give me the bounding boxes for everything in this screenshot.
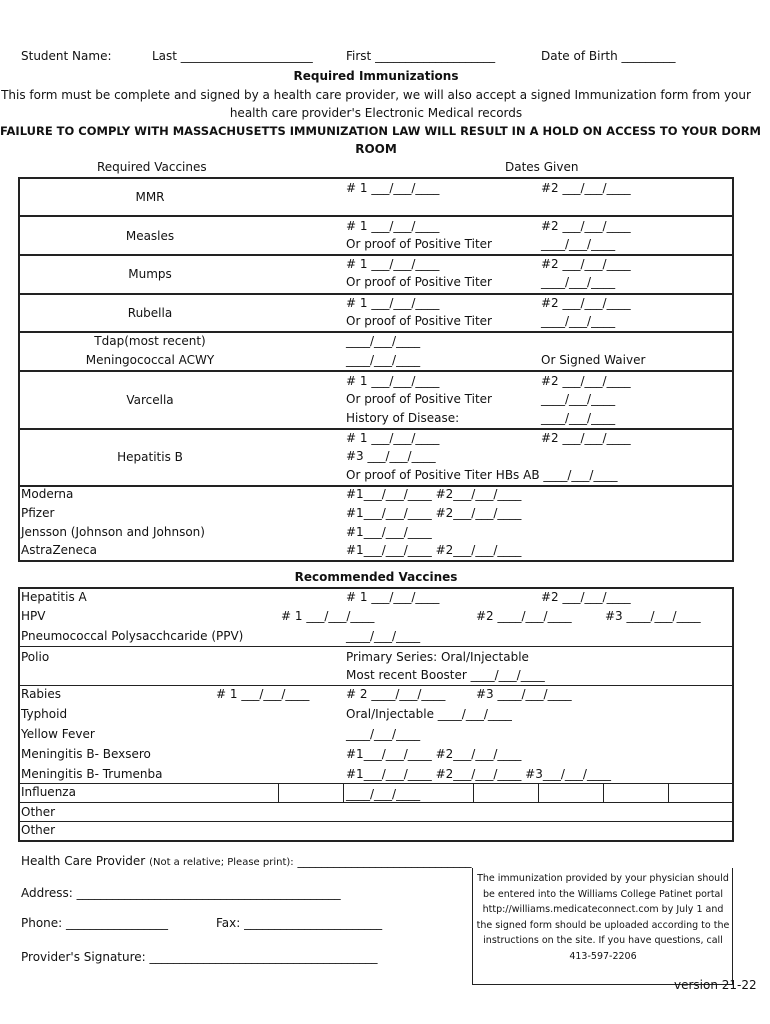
varicella-history-label: History of Disease: xyxy=(346,411,460,425)
portal-note: The immunization provided by your physician should be entered into the Williams College Patinet portal http://williams.medicateconnect.com by July 1 and the signed form should be uploaded according to the instructions on the site. If you have questions, call 413-597-2206 xyxy=(476,873,730,962)
vaccine-tdap: Tdap(most recent) xyxy=(94,334,206,348)
pfizer-dates[interactable]: #1___/___/____ #2___/___/____ xyxy=(346,506,522,520)
vaccine-other-2: Other xyxy=(21,823,56,837)
table-border-bottom xyxy=(18,560,734,562)
vaccine-bexsero: Meningitis B- Bexsero xyxy=(21,747,151,761)
mumps-titer-date[interactable]: ____/___/____ xyxy=(541,275,616,289)
row-divider xyxy=(18,215,734,217)
varicella-titer-label: Or proof of Positive Titer xyxy=(346,392,492,406)
meningococcal-waiver: Or Signed Waiver xyxy=(541,353,646,367)
row-divider xyxy=(18,254,734,256)
vaccine-trumenba: Meningitis B- Trumenba xyxy=(21,767,163,781)
varicella-dose-1[interactable]: # 1 ___/___/____ xyxy=(346,374,440,388)
first-name-field[interactable]: First ____________________ xyxy=(346,49,496,63)
vaccine-varicella: Varcella xyxy=(126,393,174,407)
phone-field[interactable]: Phone: _________________ xyxy=(21,916,169,930)
jensson-dates[interactable]: #1___/___/____ xyxy=(346,525,432,539)
rabies-dose-1[interactable]: # 1 ___/___/____ xyxy=(216,687,310,701)
vaccine-pfizer: Pfizer xyxy=(21,506,55,520)
provider-line[interactable]: _____________________________ xyxy=(297,854,472,868)
measles-titer-label: Or proof of Positive Titer xyxy=(346,237,492,251)
hepatitis-b-dose-3[interactable]: #3 ___/___/____ xyxy=(346,449,436,463)
date-of-birth-field[interactable]: Date of Birth _________ xyxy=(541,49,676,63)
astrazeneca-dates[interactable]: #1___/___/____ #2___/___/____ xyxy=(346,543,522,557)
vaccine-mmr: MMR xyxy=(135,190,165,204)
mumps-titer-label: Or proof of Positive Titer xyxy=(346,275,492,289)
last-name-field[interactable]: Last ______________________ xyxy=(152,49,313,63)
vaccine-moderna: Moderna xyxy=(21,487,74,501)
influenza-cell-divider xyxy=(473,783,474,802)
typhoid-date[interactable]: Oral/Injectable ____/___/____ xyxy=(346,707,512,721)
mmr-dose-2[interactable]: #2 ___/___/____ xyxy=(541,181,631,195)
hepatitis-b-dose-2[interactable]: #2 ___/___/____ xyxy=(541,431,631,445)
meningococcal-date[interactable]: ____/___/____ xyxy=(346,353,421,367)
provider-name-field[interactable] xyxy=(21,854,471,868)
hpv-dose-3[interactable]: #3 ____/___/____ xyxy=(605,609,701,623)
influenza-cell-divider xyxy=(538,783,539,802)
provider-note: (Not a relative; Please print): xyxy=(149,857,294,868)
yellow-fever-date[interactable]: ____/___/____ xyxy=(346,727,421,741)
rubella-titer-date[interactable]: ____/___/____ xyxy=(541,314,616,328)
measles-dose-2[interactable]: #2 ___/___/____ xyxy=(541,219,631,233)
hpv-dose-1[interactable]: # 1 ___/___/____ xyxy=(281,609,375,623)
signature-field[interactable]: Provider's Signature: ______________________________________ xyxy=(21,950,378,964)
warning-line-1: FAILURE TO COMPLY WITH MASSACHUSETTS IMMUNIZATION LAW WILL RESULT IN A HOLD ON ACCESS TO YOUR DORM xyxy=(0,124,761,138)
mmr-dose-1[interactable]: # 1 ___/___/____ xyxy=(346,181,440,195)
rubella-dose-2[interactable]: #2 ___/___/____ xyxy=(541,296,631,310)
rabies-dose-3[interactable]: #3 ____/___/____ xyxy=(476,687,572,701)
row-divider xyxy=(18,370,734,372)
vaccine-typhoid: Typhoid xyxy=(21,707,68,721)
rec-table-border-bottom xyxy=(18,840,734,842)
hpv-dose-2[interactable]: #2 ____/___/____ xyxy=(476,609,572,623)
intro-line-1: This form must be complete and signed by a health care provider, we will also accept a signed Immunization form from your xyxy=(1,88,751,102)
mumps-dose-2[interactable]: #2 ___/___/____ xyxy=(541,257,631,271)
warning-line-2: ROOM xyxy=(355,142,397,156)
mumps-dose-1[interactable]: # 1 ___/___/____ xyxy=(346,257,440,271)
recommended-title: Recommended Vaccines xyxy=(294,570,458,584)
vaccine-mumps: Mumps xyxy=(128,267,172,281)
varicella-history-date[interactable]: ____/___/____ xyxy=(541,411,616,425)
row-divider xyxy=(18,646,734,647)
vaccine-astrazeneca: AstraZeneca xyxy=(21,543,97,557)
col-header-dates: Dates Given xyxy=(505,160,579,174)
row-divider xyxy=(18,293,734,295)
vaccine-measles: Measles xyxy=(125,229,175,243)
ppv-date[interactable]: ____/___/____ xyxy=(346,629,421,643)
row-divider xyxy=(18,685,734,686)
student-name-label: Student Name: xyxy=(21,49,112,63)
row-divider xyxy=(18,802,734,803)
hepatitis-b-titer[interactable]: Or proof of Positive Titer HBs AB ____/___/____ xyxy=(346,468,618,482)
moderna-dates[interactable]: #1___/___/____ #2___/___/____ xyxy=(346,487,522,501)
hepatitis-b-dose-1[interactable]: # 1 ___/___/____ xyxy=(346,431,440,445)
version-label: version 21-22 xyxy=(674,978,757,992)
hepatitis-a-dose-1[interactable]: # 1 ___/___/____ xyxy=(346,590,440,604)
polio-booster[interactable]: Most recent Booster ____/___/____ xyxy=(346,668,545,682)
varicella-dose-2[interactable]: #2 ___/___/____ xyxy=(541,374,631,388)
measles-dose-1[interactable]: # 1 ___/___/____ xyxy=(346,219,440,233)
fax-field[interactable]: Fax: _______________________ xyxy=(216,916,383,930)
vaccine-jensson: Jensson (Johnson and Johnson) xyxy=(21,525,205,539)
vaccine-rubella: Rubella xyxy=(127,306,173,320)
vaccine-hpv: HPV xyxy=(21,609,46,623)
vaccine-yellow-fever: Yellow Fever xyxy=(21,727,95,741)
influenza-cell-divider xyxy=(668,783,669,802)
bexsero-dates[interactable]: #1___/___/____ #2___/___/____ xyxy=(346,747,522,761)
vaccine-ppv: Pneumococcal Polysacchcaride (PPV) xyxy=(21,629,244,643)
rec-table-border-top xyxy=(18,587,734,589)
col-header-vaccines: Required Vaccines xyxy=(97,160,207,174)
row-divider xyxy=(18,428,734,430)
intro-line-2: health care provider's Electronic Medical records xyxy=(229,106,523,120)
table-border-top xyxy=(18,177,734,179)
influenza-cell-divider xyxy=(278,783,279,802)
measles-titer-date[interactable]: ____/___/____ xyxy=(541,237,616,251)
influenza-cell-divider xyxy=(603,783,604,802)
table-border-right xyxy=(732,177,734,561)
vaccine-meningococcal: Meningococcal ACWY xyxy=(85,353,215,367)
hepatitis-a-dose-2[interactable]: #2 ___/___/____ xyxy=(541,590,631,604)
influenza-cell-divider xyxy=(343,783,344,802)
form-title: Required Immunizations xyxy=(293,69,459,83)
vaccine-hepatitis-a: Hepatitis A xyxy=(21,590,87,604)
vaccine-hepatitis-b: Hepatitis B xyxy=(117,450,183,464)
vaccine-influenza: Influenza xyxy=(21,785,76,799)
rabies-dose-2[interactable]: # 2 ____/___/____ xyxy=(346,687,446,701)
vaccine-other-1: Other xyxy=(21,805,56,819)
row-divider xyxy=(18,783,734,784)
trumenba-dates[interactable]: #1___/___/____ #2___/___/____ #3___/___/____ xyxy=(346,767,611,781)
tdap-date[interactable]: ____/___/____ xyxy=(346,334,421,348)
polio-series: Primary Series: Oral/Injectable xyxy=(346,650,529,664)
influenza-date[interactable]: ____/___/____ xyxy=(346,787,421,801)
row-divider xyxy=(18,821,734,822)
provider-label: Health Care Provider xyxy=(21,854,146,868)
rubella-dose-1[interactable]: # 1 ___/___/____ xyxy=(346,296,440,310)
varicella-titer-date[interactable]: ____/___/____ xyxy=(541,392,616,406)
rubella-titer-label: Or proof of Positive Titer xyxy=(346,314,492,328)
row-divider xyxy=(18,331,734,333)
vaccine-polio: Polio xyxy=(21,650,50,664)
address-field[interactable]: Address: ____________________________________________ xyxy=(21,886,341,900)
vaccine-rabies: Rabies xyxy=(21,687,62,701)
